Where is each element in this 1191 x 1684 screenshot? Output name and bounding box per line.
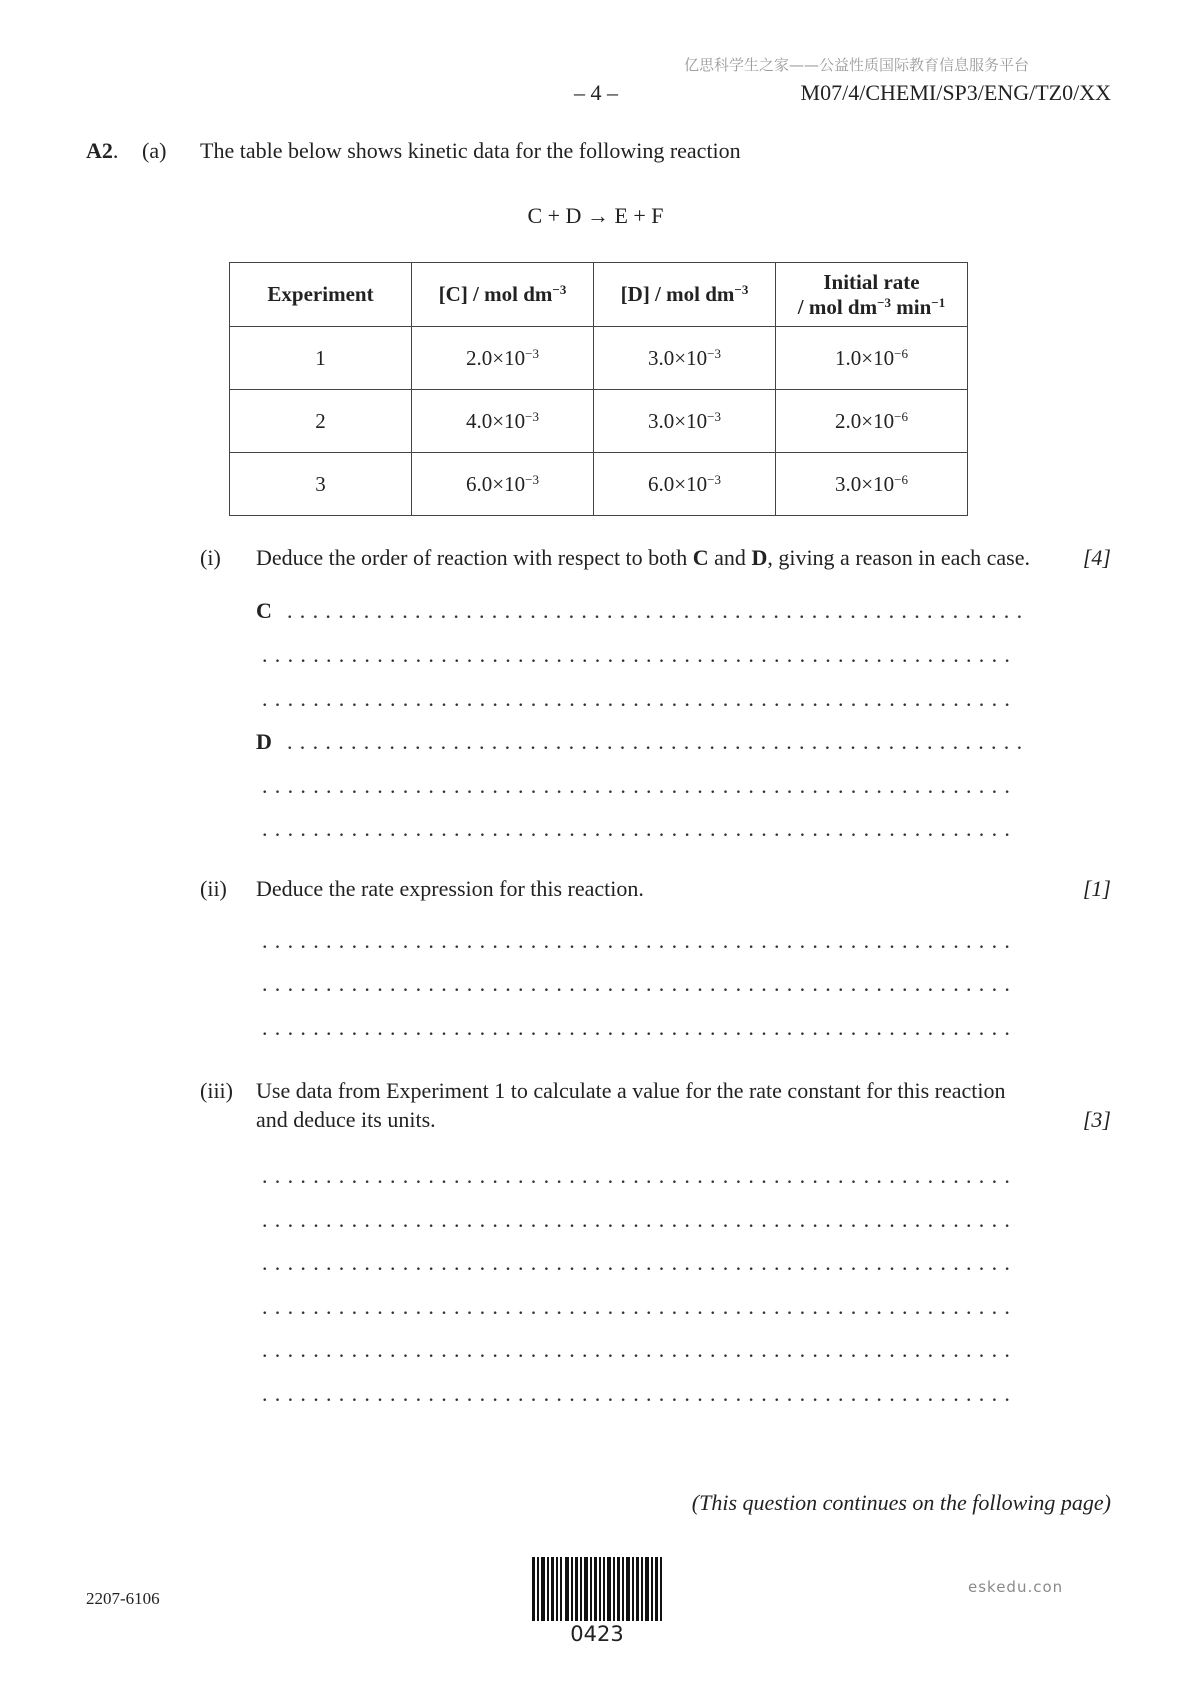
cell-experiment: 2 — [230, 390, 412, 453]
answer-label-c: C — [256, 598, 272, 623]
cell-c-conc: $4.0\times 10^{-3}$ — [412, 390, 594, 453]
answer-line[interactable]: ........................................................... — [262, 686, 1018, 711]
cell-d-conc: $3.0\times 10^{-3}$ — [594, 390, 776, 453]
question-part: (a) — [142, 138, 167, 163]
document-code: 2207-6106 — [86, 1589, 160, 1608]
subquestion-i-text: Deduce the order of reaction with respect to both C and D, giving a reason in each case. — [256, 545, 1030, 570]
answer-line[interactable]: ........................................................... — [262, 1015, 1018, 1040]
answer-label-d: D — [256, 729, 272, 754]
answer-line[interactable]: .......................................................... — [287, 598, 1030, 623]
table-row — [230, 390, 968, 453]
table-row — [230, 453, 968, 516]
answer-line[interactable]: ........................................................... — [262, 1381, 1018, 1406]
kinetics-table — [229, 262, 968, 516]
answer-line[interactable]: ........................................................... — [262, 971, 1018, 996]
subquestion-iii-label: (iii) — [200, 1078, 233, 1103]
site-watermark: eskedu.con — [968, 1578, 1064, 1596]
table-row — [230, 327, 968, 390]
cell-d-conc: $3.0\times 10^{-3}$ — [594, 327, 776, 390]
answer-line[interactable]: ........................................................... — [262, 1250, 1018, 1275]
answer-line[interactable]: ........................................................... — [262, 773, 1018, 798]
cell-rate: $1.0\times 10^{-6}$ — [776, 327, 968, 390]
barcode-number: 0423 — [570, 1622, 624, 1646]
answer-line[interactable]: ........................................................... — [262, 642, 1018, 667]
page-number: – 4 – — [574, 80, 618, 105]
cell-d-conc: $6.0\times 10^{-3}$ — [594, 453, 776, 516]
answer-line[interactable]: ........................................................... — [262, 1163, 1018, 1188]
subquestion-iii-text-line2: and deduce its units. — [256, 1107, 436, 1132]
subquestion-iii-marks: [3] — [1082, 1107, 1111, 1132]
subquestion-i-marks: [4] — [1082, 545, 1111, 570]
subquestion-ii-marks: [1] — [1082, 876, 1111, 901]
answer-line[interactable]: ........................................................... — [262, 1337, 1018, 1362]
subquestion-i-label: (i) — [200, 545, 221, 570]
continue-note: (This question continues on the following page) — [691, 1490, 1111, 1515]
answer-line[interactable]: ........................................................... — [262, 928, 1018, 953]
cell-c-conc: $2.0\times 10^{-3}$ — [412, 327, 594, 390]
paper-code: M07/4/CHEMI/SP3/ENG/TZ0/XX — [800, 80, 1111, 105]
subquestion-ii-label: (ii) — [200, 876, 227, 901]
cell-c-conc: $6.0\times 10^{-3}$ — [412, 453, 594, 516]
header-d-conc: [D] / mol $dm^{-3}$ — [594, 263, 776, 327]
answer-line[interactable]: ........................................................... — [262, 1294, 1018, 1319]
answer-line[interactable]: ........................................................... — [262, 816, 1018, 841]
header-initial-rate: Initial rate / mol $dm^{-3}$ $\min^{-1}$ — [776, 263, 968, 327]
question-intro: The table below shows kinetic data for the following reaction — [200, 138, 741, 163]
answer-line[interactable]: .......................................................... — [287, 729, 1030, 754]
cell-rate: $2.0\times 10^{-6}$ — [776, 390, 968, 453]
cell-experiment: 1 — [230, 327, 412, 390]
cell-rate: $3.0\times 10^{-6}$ — [776, 453, 968, 516]
subquestion-iii-text: Use data from Experiment 1 to calculate a value for the rate constant for this reaction — [256, 1078, 1006, 1103]
table-header-row — [230, 263, 968, 327]
question-number: A2. — [86, 138, 119, 163]
subquestion-ii-text: Deduce the rate expression for this reaction. — [256, 876, 644, 901]
watermark-text: 亿思科学生之家——公益性质国际教育信息服务平台 — [684, 56, 1030, 74]
reaction-equation: C + D → E + F — [527, 203, 664, 228]
header-experiment: Experiment — [230, 263, 412, 327]
answer-line[interactable]: ........................................................... — [262, 1207, 1018, 1232]
barcode-icon — [532, 1557, 662, 1621]
cell-experiment: 3 — [230, 453, 412, 516]
header-c-conc: [C] / mol $dm^{-3}$ — [412, 263, 594, 327]
